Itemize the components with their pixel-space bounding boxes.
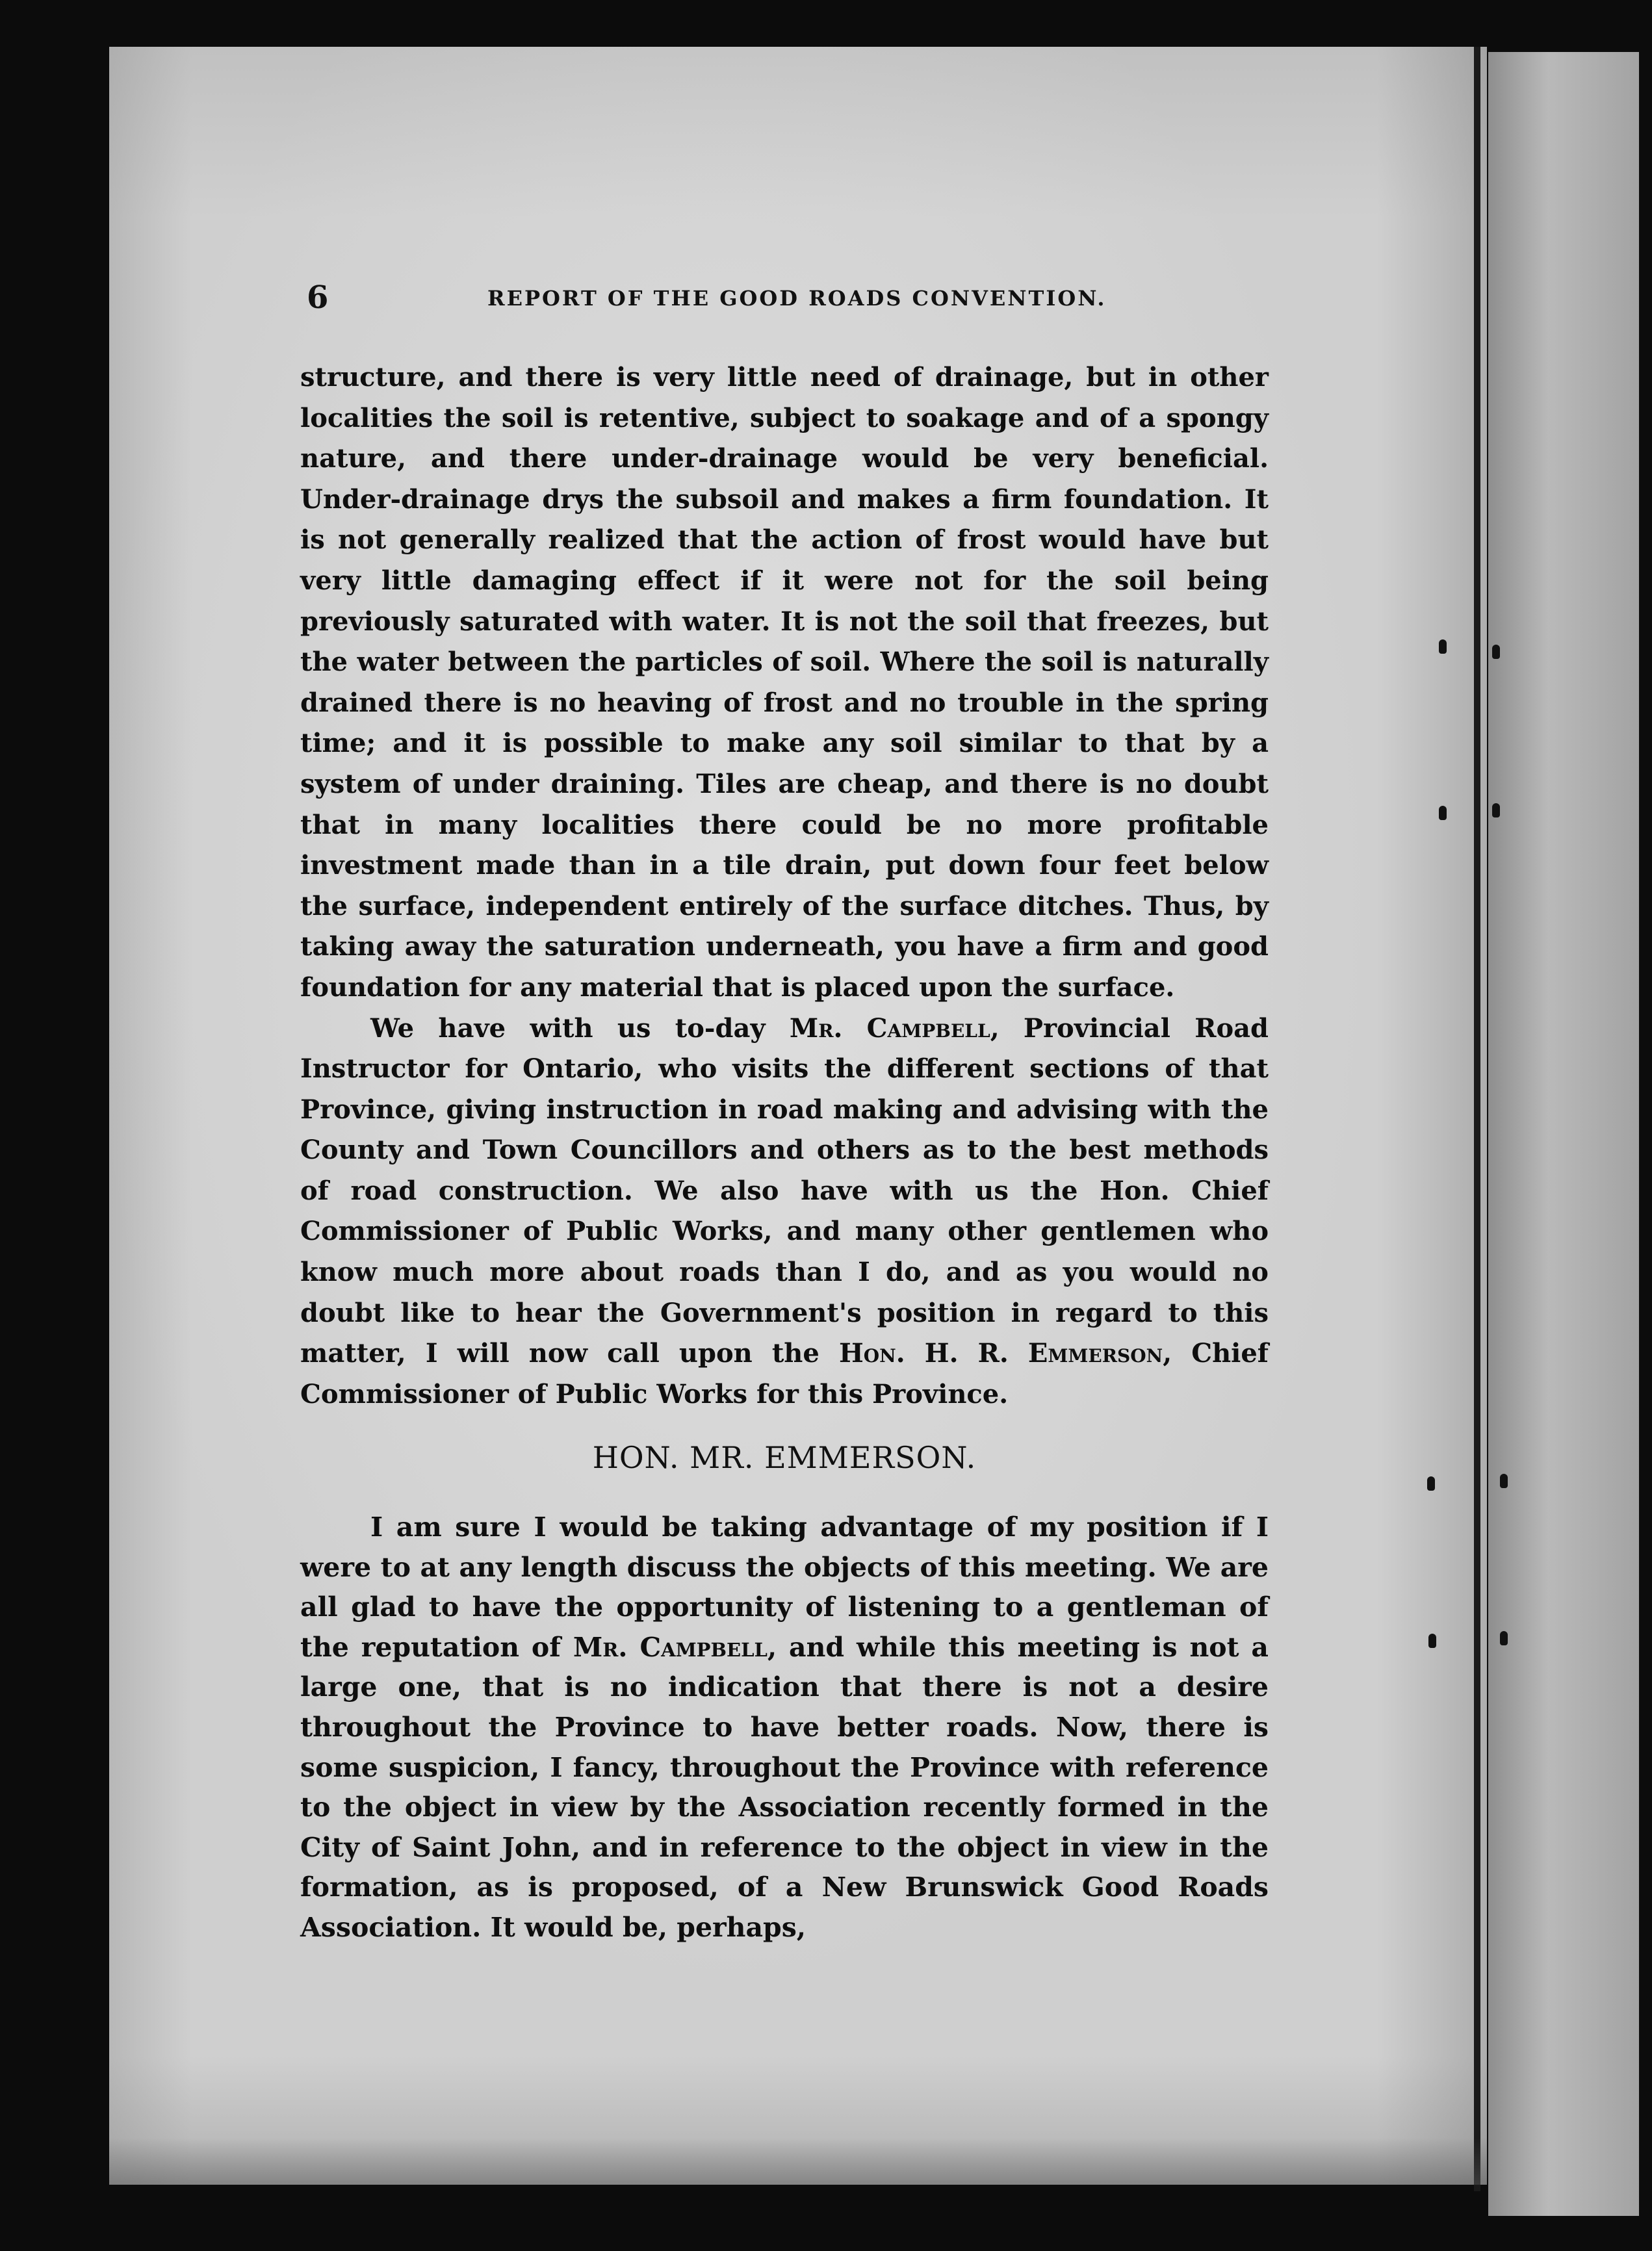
text-run: , Provincial Road Instructor for Ontario, who visits the different sections of that Province, giving instruction in road making and advising with the County and Town Councillors and others as to the best methods of road construction. We also have with us the Hon. Chief Commissioner of Public Works, and many other gentlemen who know much more about roads than I do, and as you would no doubt like to hear the Government's position in regard to this matter, I will now call upon the	[300, 1012, 1269, 1369]
binding-mark	[1492, 803, 1500, 817]
adjacent-page-strip	[1488, 52, 1639, 2216]
section-heading: HON. MR. EMMERSON.	[592, 1440, 977, 1475]
running-head	[307, 279, 1119, 318]
binding-mark	[1439, 639, 1447, 654]
page-edge-line	[1474, 47, 1480, 2191]
page-number: 6	[307, 279, 329, 316]
text-run: I am sure I would be taking advantage of my position if I were to at any length discuss the objects of this meeting. We are all glad to have the opportunity of listening to a gentleman of the reputation of	[300, 1511, 1269, 1663]
paragraph-drainage: structure, and there is very little need of drainage, but in other localities the soil is retentive, subject to soakage and of a spongy nature, and there under-drainage would be very beneficial. Under-drainage drys the subsoil and makes a firm foundation. It is not generally realized that the action of frost would have but very little damaging effect if it were not for the soil being previously saturated with water. It is not the soil that freezes, but the water between the particles of soil. Where the soil is naturally drained there is no heaving of frost and no trouble in the spring time; and it is possible to make any soil similar to that by a system of under draining. Tiles are cheap, and there is no doubt that in many localities there could be no more profitable investment made than in a tile drain, put down four feet below the surface, independent entirely of the surface ditches. Thus, by taking away the saturation underneath, you have a firm and good foundation for any material that is placed upon the surface.	[300, 362, 1269, 1003]
body-text-top	[300, 357, 1269, 1415]
text-run: , and while this meeting is not a large one, that is no indication that there is not a desire throughout the Province to have better roads. Now, there is some suspicion, I fancy, throughout the Province with reference to the object in view by the Association recently formed in the City of Saint John, and in reference to the object in view in the formation, as is proposed, of a New Brunswick Good Roads Association. It would be, perhaps,	[300, 1631, 1269, 1943]
name-emmerson: Hon. H. R. Emmerson	[838, 1338, 1163, 1369]
page-bottom-shadow	[109, 2138, 1487, 2185]
binding-mark	[1428, 1634, 1436, 1648]
running-title: REPORT OF THE GOOD ROADS CONVENTION.	[487, 286, 1107, 311]
paragraph-introduction	[300, 1009, 1269, 1415]
binding-mark	[1427, 1476, 1435, 1491]
text-run: We have with us to-day	[370, 1012, 790, 1044]
binding-mark	[1439, 806, 1447, 820]
binding-mark	[1492, 645, 1500, 659]
name-campbell: Mr. Campbell	[789, 1012, 990, 1044]
text-run: , Chief Commissioner of Public Works for this Province.	[300, 1338, 1269, 1409]
body-text-bottom	[300, 1508, 1269, 1948]
paragraph-emmerson-speech	[300, 1508, 1269, 1948]
binding-mark	[1500, 1631, 1508, 1645]
binding-mark	[1500, 1474, 1508, 1488]
name-campbell: Mr. Campbell	[573, 1631, 768, 1663]
